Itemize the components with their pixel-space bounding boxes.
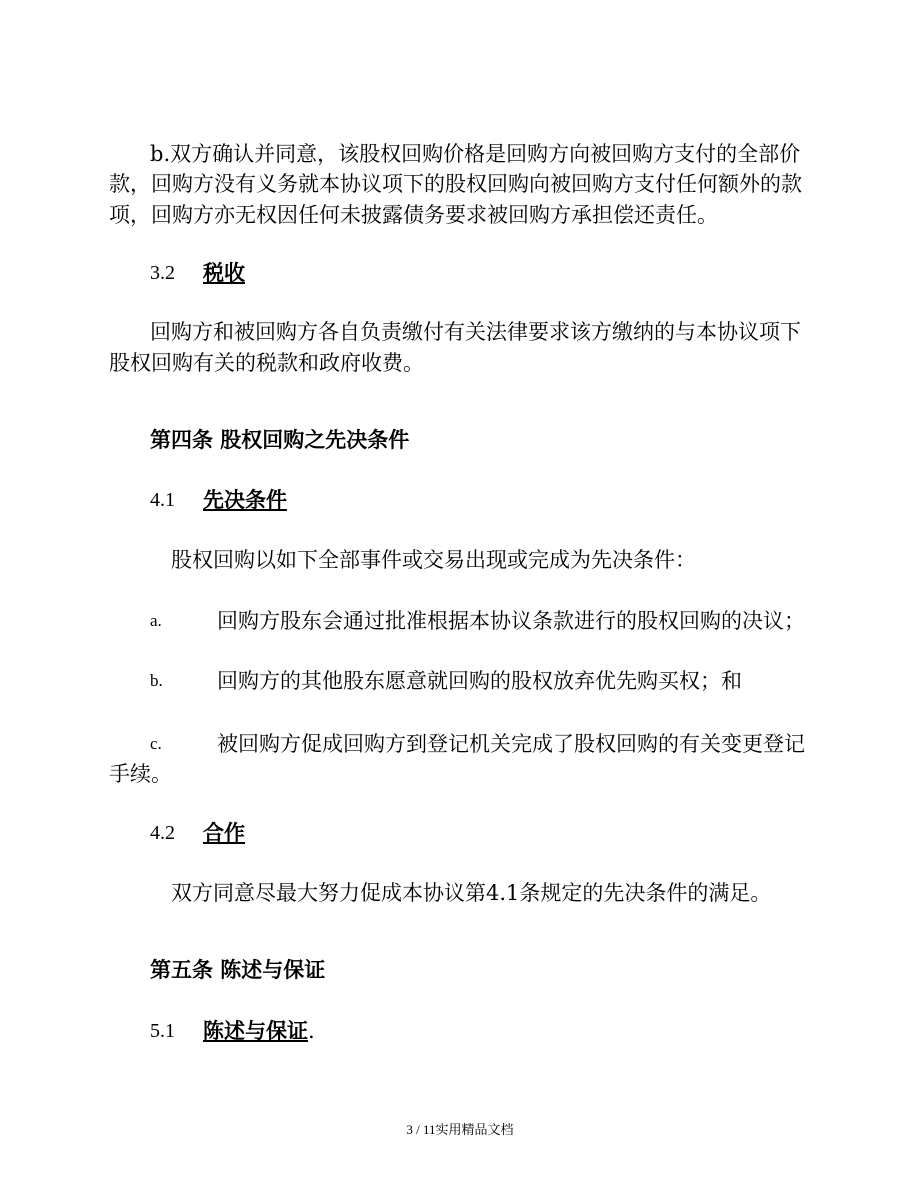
paragraph-b-line-1: b.双方确认并同意，该股权回购价格是回购方向被回购方支付的全部价 xyxy=(150,142,801,166)
section-3-2-line-2: 股权回购有关的税款和政府收费。 xyxy=(109,351,424,375)
list-item-c-continuation: 手续。 xyxy=(109,762,172,786)
list-item-text: 回购方股东会通过批准根据本协议条款进行的股权回购的决议； xyxy=(217,609,805,633)
section-title: 先决条件 xyxy=(203,488,287,512)
list-marker: c. xyxy=(150,734,162,753)
section-3-2-line-1: 回购方和被回购方各自负责缴付有关法律要求该方缴纳的与本协议项下 xyxy=(150,320,801,344)
section-title-suffix: . xyxy=(308,1019,315,1043)
section-number: 3.2 xyxy=(150,262,175,284)
section-4-1-intro: 股权回购以如下全部事件或交易出现或完成为先决条件： xyxy=(171,548,696,572)
article-4-heading: 第四条 股权回购之先决条件 xyxy=(150,428,410,452)
section-number: 4.2 xyxy=(150,822,175,844)
section-title: 合作 xyxy=(203,821,245,845)
list-marker: a. xyxy=(150,611,162,630)
article-5-heading: 第五条 陈述与保证 xyxy=(150,958,326,982)
page-footer: 3 / 11实用精品文档 xyxy=(406,1122,514,1137)
section-title: 税收 xyxy=(203,261,245,285)
section-number: 4.1 xyxy=(150,489,175,511)
section-title: 陈述与保证 xyxy=(203,1019,308,1043)
list-item-text: 被回购方促成回购方到登记机关完成了股权回购的有关变更登记 xyxy=(217,732,805,756)
list-marker: b. xyxy=(150,671,163,690)
section-4-2-text: 双方同意尽最大努力促成本协议第4.1条规定的先决条件的满足。 xyxy=(171,881,772,905)
section-number: 5.1 xyxy=(150,1020,175,1042)
paragraph-b-line-2: 款，回购方没有义务就本协议项下的股权回购向被回购方支付任何额外的款 xyxy=(109,172,802,196)
list-item-text: 回购方的其他股东愿意就回购的股权放弃优先购买权；和 xyxy=(217,669,742,693)
paragraph-b-line-3: 项，回购方亦无权因任何未披露债务要求被回购方承担偿还责任。 xyxy=(109,203,718,227)
